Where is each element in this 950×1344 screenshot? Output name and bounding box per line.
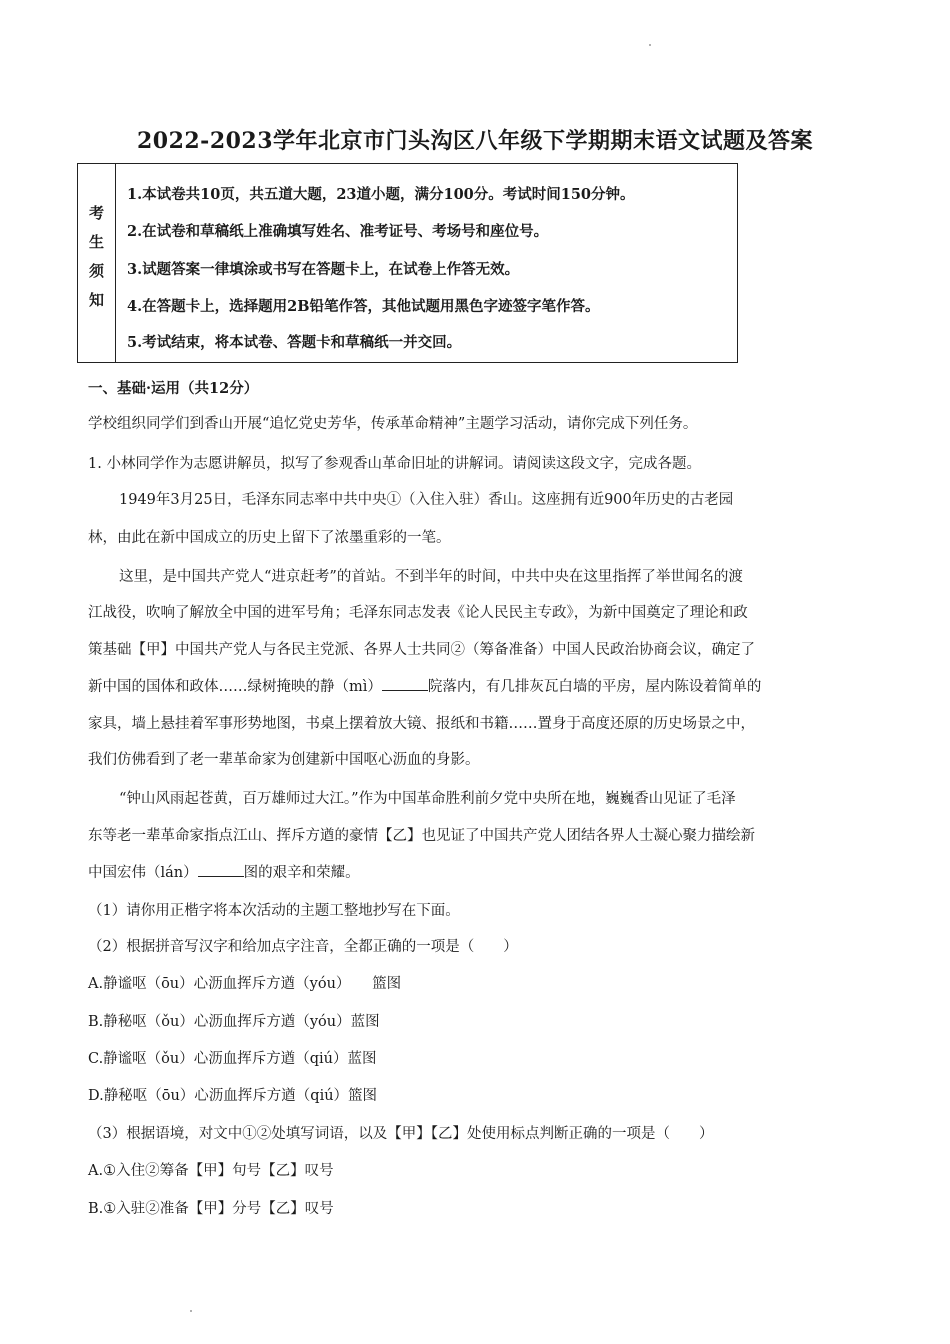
exam-notice-box <box>77 163 738 363</box>
section-intro: 学校组织同学们到香山开展“追忆党史芳华，传承革命精神”主题学习活动，请你完成下列任务。 <box>88 416 698 432</box>
passage-line: 江战役，吹响了解放全中国的进军号角；毛泽东同志发表《论人民民主专政》，为新中国奠定了理论和政 <box>88 605 748 621</box>
passage-line: 这里，是中国共产党人“进京赶考”的首站。不到半年的时间，中共中央在这里指挥了举世闻名的渡 <box>119 569 743 585</box>
passage-line-with-blank <box>88 861 360 882</box>
passage-line: 策基础【甲】中国共产党人与各民主党派、各界人士共同②（筹备准备）中国人民政治协商会议，确定了 <box>88 642 755 658</box>
fill-blank[interactable] <box>382 678 428 691</box>
passage-line: “钟山风雨起苍黄，百万雄师过大江。”作为中国革命胜利前夕党中央所在地，巍巍香山见证了毛泽 <box>119 791 736 807</box>
sub-question-2: （2）根据拼音写汉字和给加点字注音，全都正确的一项是（ ） <box>88 939 518 955</box>
notice-item: 3.试题答案一律填涂或书写在答题卡上，在试卷上作答无效。 <box>127 261 520 278</box>
passage-line: 林，由此在新中国成立的历史上留下了浓墨重彩的一笔。 <box>88 530 451 546</box>
passage-text: 新中国的国体和政体……绿树掩映的静（mì） <box>88 679 382 695</box>
sub-question-3: （3）根据语境，对文中①②处填写词语，以及【甲】【乙】处使用标点判断正确的一项是（ ） <box>88 1126 714 1142</box>
option-b[interactable]: B.①入驻②准备【甲】分号【乙】叹号 <box>88 1201 334 1217</box>
passage-text: 院落内，有几排灰瓦白墙的平房，屋内陈设着简单的 <box>427 679 762 695</box>
passage-line: 我们仿佛看到了老一辈革命家为创建新中国呕心沥血的身影。 <box>88 752 480 768</box>
sub-question-1: （1）请你用正楷字将本次活动的主题工整地抄写在下面。 <box>88 903 460 919</box>
notice-item: 2.在试卷和草稿纸上准确填写姓名、准考证号、考场号和座位号。 <box>127 223 549 240</box>
passage-line-with-blank <box>88 675 761 696</box>
notice-item: 1.本试卷共10页，共五道大题，23道小题，满分100分。考试时间150分钟。 <box>127 186 635 203</box>
scan-dot <box>649 44 651 46</box>
passage-line: 东等老一辈革命家指点江山、挥斥方遒的豪情【乙】也见证了中国共产党人团结各界人士凝心聚力描绘新 <box>88 828 755 844</box>
scan-dot <box>190 1310 192 1312</box>
fill-blank[interactable] <box>198 864 244 877</box>
option-d[interactable]: D.静秘呕（ōu）心沥血挥斥方遒（qiú）篮图 <box>88 1088 378 1104</box>
question-1: 1. 小林同学作为志愿讲解员，拟写了参观香山革命旧址的讲解词。请阅读这段文字，完成各题。 <box>88 456 701 472</box>
passage-line: 家具，墙上悬挂着军事形势地图，书桌上摆着放大镜、报纸和书籍……置身于高度还原的历史场景之中， <box>88 716 755 732</box>
option-a[interactable]: A.静谧呕（ōu）心沥血挥斥方遒（yóu） 篮图 <box>88 976 402 992</box>
option-a[interactable]: A.①入住②筹备【甲】句号【乙】叹号 <box>88 1163 334 1179</box>
passage-text: 中国宏伟（lán） <box>88 865 198 881</box>
passage-text: 图的艰辛和荣耀。 <box>243 865 360 881</box>
notice-side-label <box>78 164 116 362</box>
notice-item: 5.考试结束，将本试卷、答题卡和草稿纸一并交回。 <box>127 334 462 351</box>
section-heading: 一、基础·运用（共12分） <box>88 380 259 397</box>
passage-line: 1949年3月25日，毛泽东同志率中共中央①（入住入驻）香山。这座拥有近900年历史的古老园 <box>119 492 734 508</box>
option-c[interactable]: C.静谧呕（ǒu）心沥血挥斥方遒（qiú）蓝图 <box>88 1051 377 1067</box>
page-title: 2022-2023学年北京市门头沟区八年级下学期期末语文试题及答案 <box>136 128 814 154</box>
option-b[interactable]: B.静秘呕（ǒu）心沥血挥斥方遒（yóu）蓝图 <box>88 1014 380 1030</box>
notice-item: 4.在答题卡上，选择题用2B铅笔作答，其他试题用黑色字迹签字笔作答。 <box>127 298 600 315</box>
notice-side-text: 考生须知 <box>87 205 105 321</box>
